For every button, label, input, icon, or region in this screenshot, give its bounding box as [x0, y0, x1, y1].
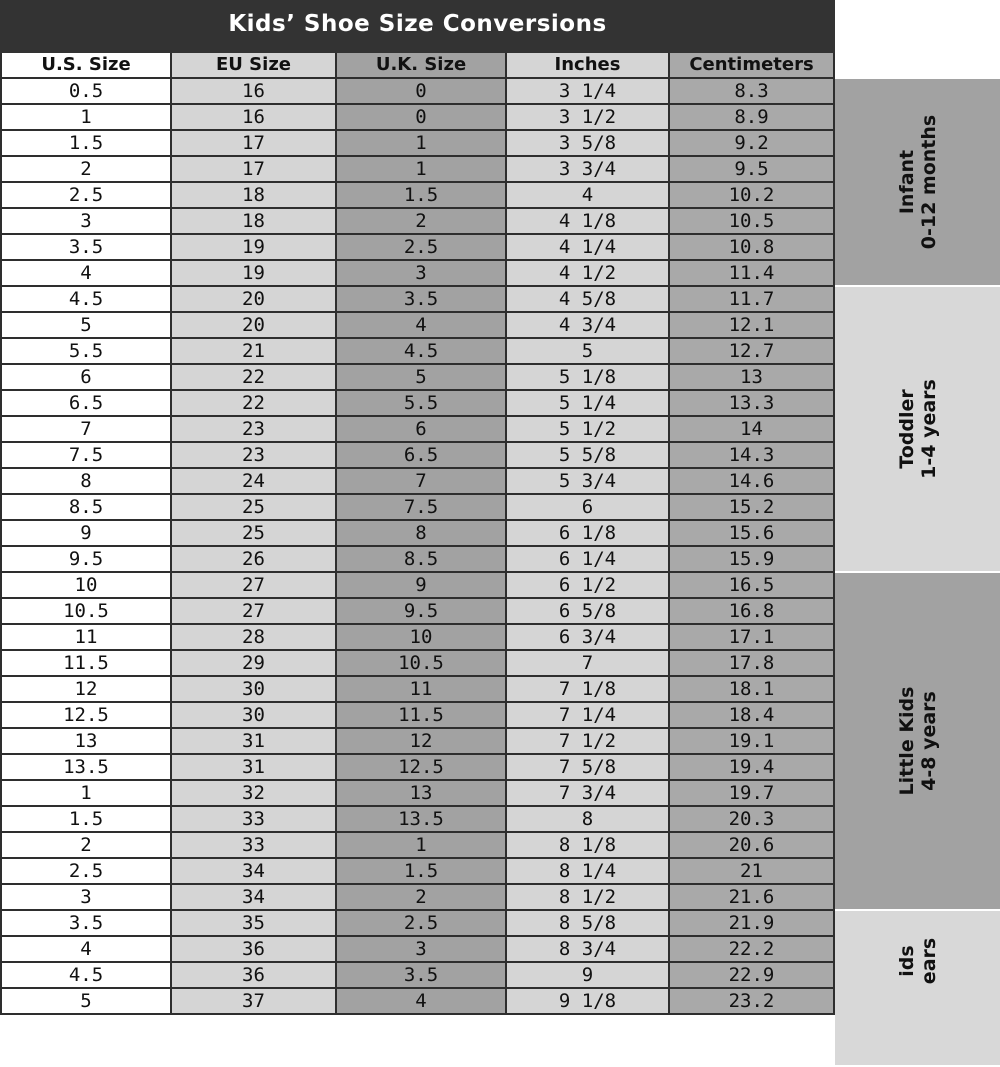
cell-us-size: 5 [0, 313, 172, 337]
cell-eu-size: 25 [172, 495, 337, 519]
cell-inches: 5 [507, 339, 670, 363]
table-row [0, 469, 835, 495]
table-row [0, 157, 835, 183]
cell-uk-size: 5.5 [337, 391, 507, 415]
cell-inches: 3 3/4 [507, 157, 670, 181]
cell-inches: 9 1/8 [507, 989, 670, 1013]
cell-us-size: 9.5 [0, 547, 172, 571]
cell-eu-size: 25 [172, 521, 337, 545]
cell-centimeters: 16.8 [670, 599, 835, 623]
cell-centimeters: 21.6 [670, 885, 835, 909]
cell-inches: 5 5/8 [507, 443, 670, 467]
cell-centimeters: 22.9 [670, 963, 835, 987]
cell-us-size: 11.5 [0, 651, 172, 675]
cell-inches: 5 1/4 [507, 391, 670, 415]
table-row [0, 417, 835, 443]
cell-uk-size: 13.5 [337, 807, 507, 831]
cell-eu-size: 20 [172, 287, 337, 311]
cell-inches: 6 1/4 [507, 547, 670, 571]
table-row [0, 339, 835, 365]
cell-us-size: 3.5 [0, 235, 172, 259]
cell-uk-size: 11 [337, 677, 507, 701]
cell-us-size: 8 [0, 469, 172, 493]
cell-uk-size: 12 [337, 729, 507, 753]
cell-uk-size: 6.5 [337, 443, 507, 467]
table-body [0, 79, 835, 1015]
cell-us-size: 3 [0, 209, 172, 233]
cell-us-size: 6.5 [0, 391, 172, 415]
table-row [0, 937, 835, 963]
cell-inches: 8 1/2 [507, 885, 670, 909]
cell-eu-size: 23 [172, 417, 337, 441]
cell-inches: 7 1/2 [507, 729, 670, 753]
cell-eu-size: 30 [172, 703, 337, 727]
cell-eu-size: 34 [172, 859, 337, 883]
cell-eu-size: 34 [172, 885, 337, 909]
cell-centimeters: 11.7 [670, 287, 835, 311]
table-row [0, 261, 835, 287]
cell-us-size: 3 [0, 885, 172, 909]
cell-eu-size: 28 [172, 625, 337, 649]
cell-uk-size: 9.5 [337, 599, 507, 623]
age-group-label [896, 115, 940, 249]
cell-centimeters: 17.8 [670, 651, 835, 675]
cell-eu-size: 19 [172, 261, 337, 285]
cell-uk-size: 10.5 [337, 651, 507, 675]
cell-inches: 8 3/4 [507, 937, 670, 961]
cell-centimeters: 18.4 [670, 703, 835, 727]
cell-centimeters: 14.3 [670, 443, 835, 467]
cell-us-size: 10 [0, 573, 172, 597]
cell-centimeters: 15.9 [670, 547, 835, 571]
cell-eu-size: 27 [172, 573, 337, 597]
cell-us-size: 4.5 [0, 963, 172, 987]
cell-centimeters: 13.3 [670, 391, 835, 415]
cell-uk-size: 3.5 [337, 963, 507, 987]
cell-inches: 9 [507, 963, 670, 987]
cell-uk-size: 4 [337, 989, 507, 1013]
age-group-ages: 4-8 years [917, 691, 940, 791]
cell-us-size: 11 [0, 625, 172, 649]
cell-inches: 3 1/4 [507, 79, 670, 103]
cell-uk-size: 1 [337, 131, 507, 155]
cell-centimeters: 12.1 [670, 313, 835, 337]
cell-centimeters: 10.5 [670, 209, 835, 233]
cell-uk-size: 3 [337, 937, 507, 961]
table-row [0, 313, 835, 339]
cell-uk-size: 6 [337, 417, 507, 441]
cell-uk-size: 12.5 [337, 755, 507, 779]
age-group-name: Toddler [895, 389, 918, 469]
cell-us-size: 12.5 [0, 703, 172, 727]
cell-centimeters: 21 [670, 859, 835, 883]
cell-centimeters: 8.3 [670, 79, 835, 103]
table-row [0, 677, 835, 703]
cell-centimeters: 9.2 [670, 131, 835, 155]
cell-uk-size: 8 [337, 521, 507, 545]
table-row [0, 495, 835, 521]
cell-eu-size: 18 [172, 183, 337, 207]
cell-eu-size: 31 [172, 755, 337, 779]
cell-inches: 7 3/4 [507, 781, 670, 805]
cell-us-size: 10.5 [0, 599, 172, 623]
age-group-label [896, 687, 940, 796]
cell-uk-size: 0 [337, 105, 507, 129]
age-group-ages: 1-4 years [917, 379, 940, 479]
cell-eu-size: 36 [172, 937, 337, 961]
cell-us-size: 0.5 [0, 79, 172, 103]
cell-uk-size: 1.5 [337, 183, 507, 207]
cell-centimeters: 9.5 [670, 157, 835, 181]
cell-centimeters: 22.2 [670, 937, 835, 961]
cell-eu-size: 29 [172, 651, 337, 675]
cell-inches: 4 3/4 [507, 313, 670, 337]
cell-centimeters: 11.4 [670, 261, 835, 285]
cell-eu-size: 33 [172, 807, 337, 831]
cell-uk-size: 2 [337, 885, 507, 909]
table-row [0, 79, 835, 105]
age-group-name: Little Kids [895, 686, 918, 796]
table-row [0, 287, 835, 313]
cell-centimeters: 21.9 [670, 911, 835, 935]
cell-us-size: 8.5 [0, 495, 172, 519]
cell-eu-size: 33 [172, 833, 337, 857]
cell-uk-size: 3 [337, 261, 507, 285]
age-group-name: ids [895, 945, 918, 977]
cell-inches: 4 5/8 [507, 287, 670, 311]
table-row [0, 131, 835, 157]
cell-centimeters: 23.2 [670, 989, 835, 1013]
cell-eu-size: 36 [172, 963, 337, 987]
table-row [0, 651, 835, 677]
cell-us-size: 13 [0, 729, 172, 753]
cell-uk-size: 8.5 [337, 547, 507, 571]
cell-uk-size: 7 [337, 469, 507, 493]
cell-centimeters: 18.1 [670, 677, 835, 701]
table-row [0, 365, 835, 391]
cell-us-size: 5 [0, 989, 172, 1013]
table-row [0, 625, 835, 651]
cell-eu-size: 20 [172, 313, 337, 337]
cell-centimeters: 19.4 [670, 755, 835, 779]
cell-eu-size: 16 [172, 105, 337, 129]
table-row [0, 859, 835, 885]
cell-inches: 8 1/4 [507, 859, 670, 883]
chart-title: Kids’ Shoe Size Conversions [0, 0, 835, 53]
cell-inches: 7 1/8 [507, 677, 670, 701]
cell-uk-size: 0 [337, 79, 507, 103]
cell-inches: 5 3/4 [507, 469, 670, 493]
cell-uk-size: 2 [337, 209, 507, 233]
cell-eu-size: 17 [172, 157, 337, 181]
cell-eu-size: 16 [172, 79, 337, 103]
cell-uk-size: 7.5 [337, 495, 507, 519]
table-row [0, 989, 835, 1015]
cell-uk-size: 2.5 [337, 235, 507, 259]
table-row [0, 209, 835, 235]
table-row [0, 599, 835, 625]
table-row [0, 963, 835, 989]
cell-centimeters: 10.8 [670, 235, 835, 259]
table-row [0, 235, 835, 261]
cell-centimeters: 12.7 [670, 339, 835, 363]
age-group [835, 287, 1000, 573]
age-group [835, 573, 1000, 911]
cell-inches: 8 [507, 807, 670, 831]
cell-eu-size: 17 [172, 131, 337, 155]
table-row [0, 183, 835, 209]
header-us-size: U.S. Size [0, 53, 172, 77]
cell-centimeters: 10.2 [670, 183, 835, 207]
header-centimeters: Centimeters [670, 53, 835, 77]
cell-eu-size: 31 [172, 729, 337, 753]
cell-us-size: 5.5 [0, 339, 172, 363]
cell-uk-size: 11.5 [337, 703, 507, 727]
table-row [0, 885, 835, 911]
header-uk-size: U.K. Size [337, 53, 507, 77]
cell-centimeters: 14.6 [670, 469, 835, 493]
table-row [0, 391, 835, 417]
age-group [835, 79, 1000, 287]
table-row [0, 521, 835, 547]
table-row [0, 573, 835, 599]
age-group-ages: 0-12 months [917, 114, 940, 250]
cell-centimeters: 19.7 [670, 781, 835, 805]
cell-us-size: 2.5 [0, 183, 172, 207]
cell-eu-size: 21 [172, 339, 337, 363]
size-conversion-table [0, 53, 835, 1015]
cell-centimeters: 15.6 [670, 521, 835, 545]
cell-us-size: 2.5 [0, 859, 172, 883]
cell-inches: 6 1/2 [507, 573, 670, 597]
table-row [0, 911, 835, 937]
cell-inches: 5 1/8 [507, 365, 670, 389]
table-row [0, 833, 835, 859]
cell-eu-size: 18 [172, 209, 337, 233]
cell-us-size: 13.5 [0, 755, 172, 779]
cell-eu-size: 19 [172, 235, 337, 259]
age-group-label [896, 938, 940, 984]
age-group-name: Infant [895, 149, 918, 215]
cell-us-size: 9 [0, 521, 172, 545]
cell-centimeters: 20.3 [670, 807, 835, 831]
age-group [835, 911, 1000, 1067]
age-group-ages: ears [917, 937, 940, 985]
cell-uk-size: 10 [337, 625, 507, 649]
cell-centimeters: 16.5 [670, 573, 835, 597]
cell-us-size: 7.5 [0, 443, 172, 467]
cell-inches: 6 3/4 [507, 625, 670, 649]
cell-inches: 3 5/8 [507, 131, 670, 155]
age-group-label [896, 379, 940, 479]
cell-uk-size: 9 [337, 573, 507, 597]
cell-inches: 6 1/8 [507, 521, 670, 545]
cell-inches: 4 1/8 [507, 209, 670, 233]
cell-eu-size: 30 [172, 677, 337, 701]
cell-us-size: 2 [0, 157, 172, 181]
cell-centimeters: 17.1 [670, 625, 835, 649]
table-row [0, 443, 835, 469]
cell-us-size: 4.5 [0, 287, 172, 311]
table-row [0, 755, 835, 781]
cell-us-size: 7 [0, 417, 172, 441]
cell-eu-size: 35 [172, 911, 337, 935]
cell-inches: 7 1/4 [507, 703, 670, 727]
cell-centimeters: 13 [670, 365, 835, 389]
cell-inches: 3 1/2 [507, 105, 670, 129]
cell-uk-size: 1 [337, 833, 507, 857]
cell-centimeters: 20.6 [670, 833, 835, 857]
cell-eu-size: 32 [172, 781, 337, 805]
cell-us-size: 6 [0, 365, 172, 389]
cell-inches: 4 1/4 [507, 235, 670, 259]
header-eu-size: EU Size [172, 53, 337, 77]
cell-uk-size: 2.5 [337, 911, 507, 935]
cell-us-size: 4 [0, 261, 172, 285]
cell-centimeters: 15.2 [670, 495, 835, 519]
cell-uk-size: 13 [337, 781, 507, 805]
cell-eu-size: 23 [172, 443, 337, 467]
cell-uk-size: 5 [337, 365, 507, 389]
cell-us-size: 4 [0, 937, 172, 961]
table-row [0, 729, 835, 755]
cell-inches: 4 1/2 [507, 261, 670, 285]
table-row [0, 105, 835, 131]
cell-us-size: 1.5 [0, 131, 172, 155]
cell-us-size: 3.5 [0, 911, 172, 935]
table-row [0, 547, 835, 573]
header-inches: Inches [507, 53, 670, 77]
cell-us-size: 1 [0, 781, 172, 805]
cell-centimeters: 14 [670, 417, 835, 441]
cell-inches: 7 [507, 651, 670, 675]
cell-centimeters: 19.1 [670, 729, 835, 753]
cell-inches: 7 5/8 [507, 755, 670, 779]
cell-eu-size: 24 [172, 469, 337, 493]
cell-inches: 4 [507, 183, 670, 207]
header-row [0, 53, 835, 79]
cell-inches: 8 1/8 [507, 833, 670, 857]
cell-eu-size: 37 [172, 989, 337, 1013]
cell-eu-size: 27 [172, 599, 337, 623]
table-row [0, 703, 835, 729]
cell-uk-size: 3.5 [337, 287, 507, 311]
cell-inches: 6 [507, 495, 670, 519]
table-row [0, 807, 835, 833]
cell-uk-size: 4 [337, 313, 507, 337]
cell-us-size: 2 [0, 833, 172, 857]
cell-eu-size: 22 [172, 391, 337, 415]
cell-uk-size: 1 [337, 157, 507, 181]
cell-inches: 8 5/8 [507, 911, 670, 935]
cell-uk-size: 1.5 [337, 859, 507, 883]
cell-us-size: 1 [0, 105, 172, 129]
cell-centimeters: 8.9 [670, 105, 835, 129]
table-row [0, 781, 835, 807]
cell-eu-size: 26 [172, 547, 337, 571]
cell-us-size: 12 [0, 677, 172, 701]
cell-eu-size: 22 [172, 365, 337, 389]
cell-inches: 6 5/8 [507, 599, 670, 623]
cell-inches: 5 1/2 [507, 417, 670, 441]
cell-uk-size: 4.5 [337, 339, 507, 363]
cell-us-size: 1.5 [0, 807, 172, 831]
